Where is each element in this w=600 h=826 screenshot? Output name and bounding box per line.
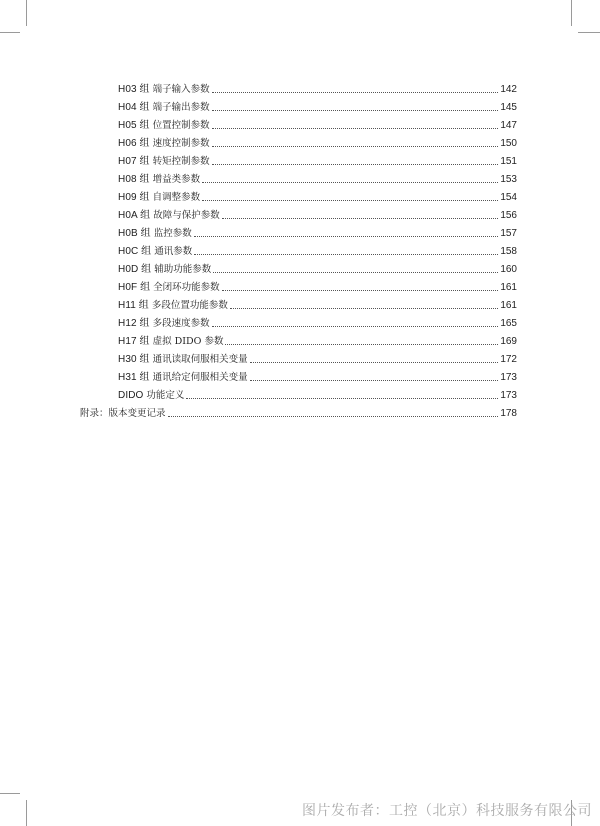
crop-mark-top-right — [571, 0, 572, 26]
toc-entry[interactable] — [118, 222, 517, 240]
toc-entry[interactable] — [118, 294, 517, 312]
toc-page-number: 161 — [500, 300, 517, 311]
toc-entry[interactable] — [118, 312, 517, 330]
toc-leader — [168, 415, 499, 417]
toc-group-code: H0A 组 — [118, 210, 151, 221]
toc-leader — [250, 361, 499, 363]
toc-leader — [194, 253, 498, 255]
toc-page-number: 172 — [500, 354, 517, 365]
toc-group-code: DIDO — [118, 390, 144, 401]
toc-group-code: H0D 组 — [118, 264, 152, 275]
toc-page-number: 178 — [500, 408, 517, 419]
toc-title: 监控参数 — [153, 228, 192, 239]
toc-entry[interactable] — [118, 132, 517, 150]
toc-page-number: 161 — [500, 282, 517, 293]
crop-mark-top-right-h — [578, 32, 600, 33]
toc-leader — [202, 181, 498, 183]
toc-leader — [186, 397, 498, 399]
toc-page-number: 145 — [500, 102, 517, 113]
toc-entry[interactable] — [118, 348, 517, 366]
toc-entry[interactable] — [118, 366, 517, 384]
toc-leader — [225, 343, 498, 345]
toc-group-code: H05 组 — [118, 120, 150, 131]
toc-leader — [230, 307, 498, 309]
toc-entry[interactable] — [118, 384, 517, 402]
toc-group-code: H07 组 — [118, 156, 150, 167]
toc-entry[interactable] — [118, 258, 517, 276]
toc-entry[interactable] — [118, 168, 517, 186]
publisher-watermark: 图片发布者：工控（北京）科技服务有限公司 — [302, 803, 592, 819]
toc-group-code: H17 组 — [118, 336, 150, 347]
toc-group-code: H06 组 — [118, 138, 150, 149]
toc-page-number: 150 — [500, 138, 517, 149]
toc-page-number: 169 — [500, 336, 517, 347]
toc-page-number: 165 — [500, 318, 517, 329]
toc-group-code: H0C 组 — [118, 246, 152, 257]
toc-title: 位置控制参数 — [152, 120, 210, 131]
toc-page-number: 156 — [500, 210, 517, 221]
toc-group-code: H31 组 — [118, 372, 150, 383]
toc-title: 多段速度参数 — [152, 318, 210, 329]
toc-page-number: 151 — [500, 156, 517, 167]
toc-entry[interactable] — [118, 114, 517, 132]
toc-leader — [212, 127, 499, 129]
toc-title: 自调整参数 — [152, 192, 201, 203]
toc-title: 多段位置功能参数 — [151, 300, 228, 311]
toc-entry[interactable] — [118, 330, 517, 348]
toc-group-code: H03 组 — [118, 84, 150, 95]
toc-title: 辅助功能参数 — [154, 264, 212, 275]
toc-entry[interactable] — [118, 240, 517, 258]
toc-leader — [194, 235, 499, 237]
crop-mark-bottom-left — [26, 800, 27, 826]
toc-title: 通讯读取伺服相关变量 — [152, 354, 248, 365]
toc-leader — [222, 289, 499, 291]
toc-leader — [222, 217, 499, 219]
toc-title: 功能定义 — [146, 390, 185, 401]
toc-entry[interactable] — [118, 150, 517, 168]
toc-title: 通讯给定伺服相关变量 — [152, 372, 248, 383]
toc-leader — [250, 379, 499, 381]
toc-leader — [212, 145, 499, 147]
toc-group-code: H30 组 — [118, 354, 150, 365]
toc-group-code: H09 组 — [118, 192, 150, 203]
toc-group-code: H0F 组 — [118, 282, 151, 293]
toc-page-number: 147 — [500, 120, 517, 131]
toc-title: 故障与保护参数 — [153, 210, 220, 221]
crop-mark-bottom-left-h — [0, 793, 20, 794]
toc-title: 端子输入参数 — [152, 84, 210, 95]
toc-leader — [212, 163, 499, 165]
toc-page-number: 142 — [500, 84, 517, 95]
toc-title: 端子输出参数 — [152, 102, 210, 113]
toc-page-number: 154 — [500, 192, 517, 203]
toc-page-number: 153 — [500, 174, 517, 185]
toc-page-number: 173 — [500, 372, 517, 383]
toc-group-code: H12 组 — [118, 318, 150, 329]
toc-title: 速度控制参数 — [152, 138, 210, 149]
toc-title: 转矩控制参数 — [152, 156, 210, 167]
toc-entry[interactable] — [118, 78, 517, 96]
toc-page-number: 173 — [500, 390, 517, 401]
toc-group-code: H11 组 — [118, 300, 149, 311]
toc-group-code: H0B 组 — [118, 228, 151, 239]
toc-title: 增益类参数 — [152, 174, 201, 185]
toc-entry[interactable] — [118, 276, 517, 294]
crop-mark-top-left — [26, 0, 27, 26]
toc-entry[interactable] — [118, 204, 517, 222]
crop-mark-top-left-h — [0, 32, 20, 33]
toc-title: 虚拟 DIDO 参数 — [152, 336, 224, 347]
toc-leader — [212, 91, 499, 93]
toc-title: 通讯参数 — [154, 246, 193, 257]
toc-leader — [202, 199, 498, 201]
toc-page-number: 157 — [500, 228, 517, 239]
toc-entry-appendix[interactable] — [80, 402, 517, 420]
toc-leader — [212, 109, 499, 111]
toc-group-code: H04 组 — [118, 102, 150, 113]
toc-entry[interactable] — [118, 186, 517, 204]
toc-title: 附录：版本变更记录 — [80, 408, 166, 419]
toc-leader — [212, 325, 499, 327]
toc-entry[interactable] — [118, 96, 517, 114]
toc-group-code: H08 组 — [118, 174, 150, 185]
toc-page-number: 160 — [500, 264, 517, 275]
toc-page-number: 158 — [500, 246, 517, 257]
toc-title: 全闭环功能参数 — [153, 282, 220, 293]
toc-leader — [213, 271, 498, 273]
